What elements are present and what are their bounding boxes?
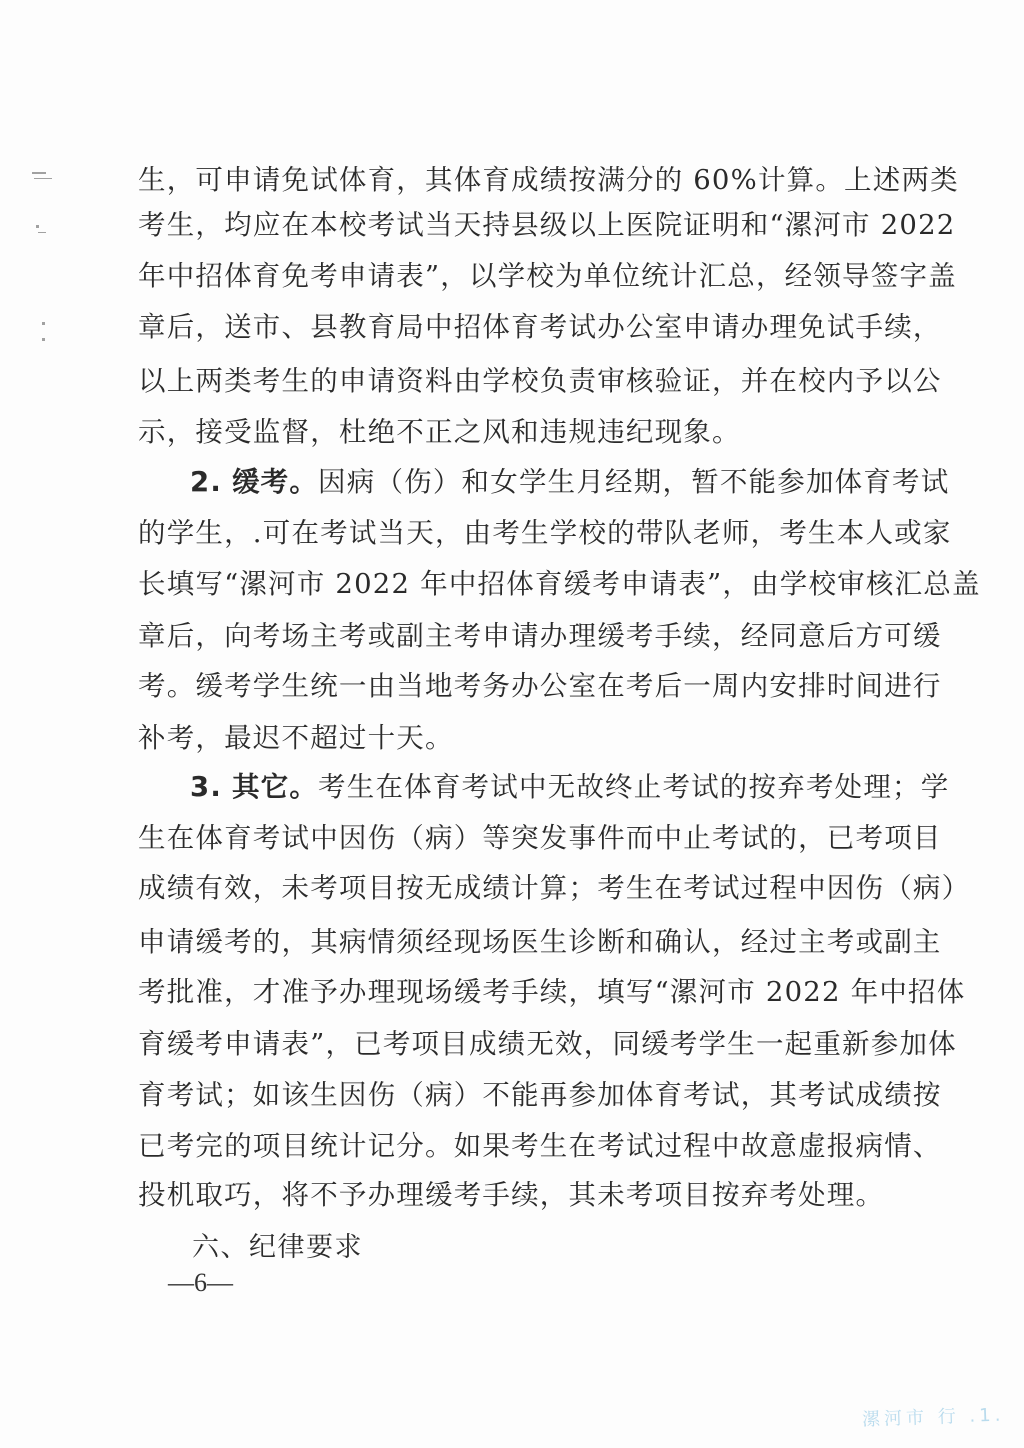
text-line: 申请缓考的，其病情须经现场医生诊断和确认，经过主考或副主 <box>138 926 942 958</box>
section-text: 因病（伤）和女学生月经期，暂不能参加体育考试 <box>318 466 950 498</box>
scan-artifact <box>42 338 45 341</box>
text-line: 章后，送市、县教育局中招体育考试办公室申请办理免试手续， <box>138 311 942 343</box>
text-line: 以上两类考生的申请资料由学校负责审核验证，并在校内予以公 <box>138 365 942 397</box>
text-line: 的学生，.可在考试当天，由考生学校的带队老师，考生本人或家 <box>138 517 952 549</box>
section-number: 2. <box>190 466 222 498</box>
text-line: 年中招体育免考申请表”，以学校为单位统计汇总，经领导签字盖 <box>138 260 957 292</box>
text-line: 投机取巧，将不予办理缓考手续，其未考项目按弃考处理。 <box>138 1179 885 1211</box>
scan-artifact <box>42 322 45 325</box>
section-title: 其它。 <box>231 771 319 803</box>
section-heading-discipline: 六、纪律要求 <box>192 1232 363 1263</box>
scan-artifact <box>38 232 46 233</box>
text-line: 考生，均应在本校考试当天持县级以上医院证明和“漯河市 2022 <box>138 209 956 241</box>
section-first-line <box>190 767 950 807</box>
section-text: 考生在体育考试中无故终止考试的按弃考处理；学 <box>318 771 950 803</box>
text-line: 示，接受监督，杜绝不正之风和违规违纪现象。 <box>138 416 741 448</box>
text-line: 章后，向考场主考或副主考申请办理缓考手续，经同意后方可缓 <box>138 620 942 652</box>
section-title: 缓考。 <box>231 466 319 498</box>
text-line: 考。缓考学生统一由当地考务办公室在考后一周内安排时间进行 <box>138 670 942 702</box>
text-line: 生，可申请免试体育，其体育成绩按满分的 60%计算。上述两类 <box>138 164 959 196</box>
text-line: 成绩有效，未考项目按无成绩计算；考生在考试过程中因伤（病） <box>138 872 971 904</box>
page-number: —6— <box>168 1268 233 1297</box>
scan-artifact <box>36 225 39 228</box>
text-line: 育考试；如该生因伤（病）不能再参加体育考试，其考试成绩按 <box>138 1079 942 1111</box>
scan-artifact <box>34 178 52 179</box>
handwritten-note: 漯河市 行 .1. <box>861 1404 1005 1431</box>
text-line: 补考，最迟不超过十天。 <box>138 722 454 754</box>
text-line: 已考完的项目统计记分。如果考生在考试过程中故意虚报病情、 <box>138 1130 942 1162</box>
text-line: 生在体育考试中因伤（病）等突发事件而中止考试的，已考项目 <box>138 822 942 854</box>
text-line: 育缓考申请表”，已考项目成绩无效，同缓考学生一起重新参加体 <box>138 1028 957 1060</box>
text-line: 长填写“漯河市 2022 年中招体育缓考申请表”，由学校审核汇总盖 <box>138 568 981 600</box>
text-line: 考批准，才准予办理现场缓考手续，填写“漯河市 2022 年中招体 <box>138 976 966 1008</box>
scan-artifact <box>32 172 46 174</box>
section-first-line <box>190 462 950 502</box>
section-number: 3. <box>190 771 222 803</box>
